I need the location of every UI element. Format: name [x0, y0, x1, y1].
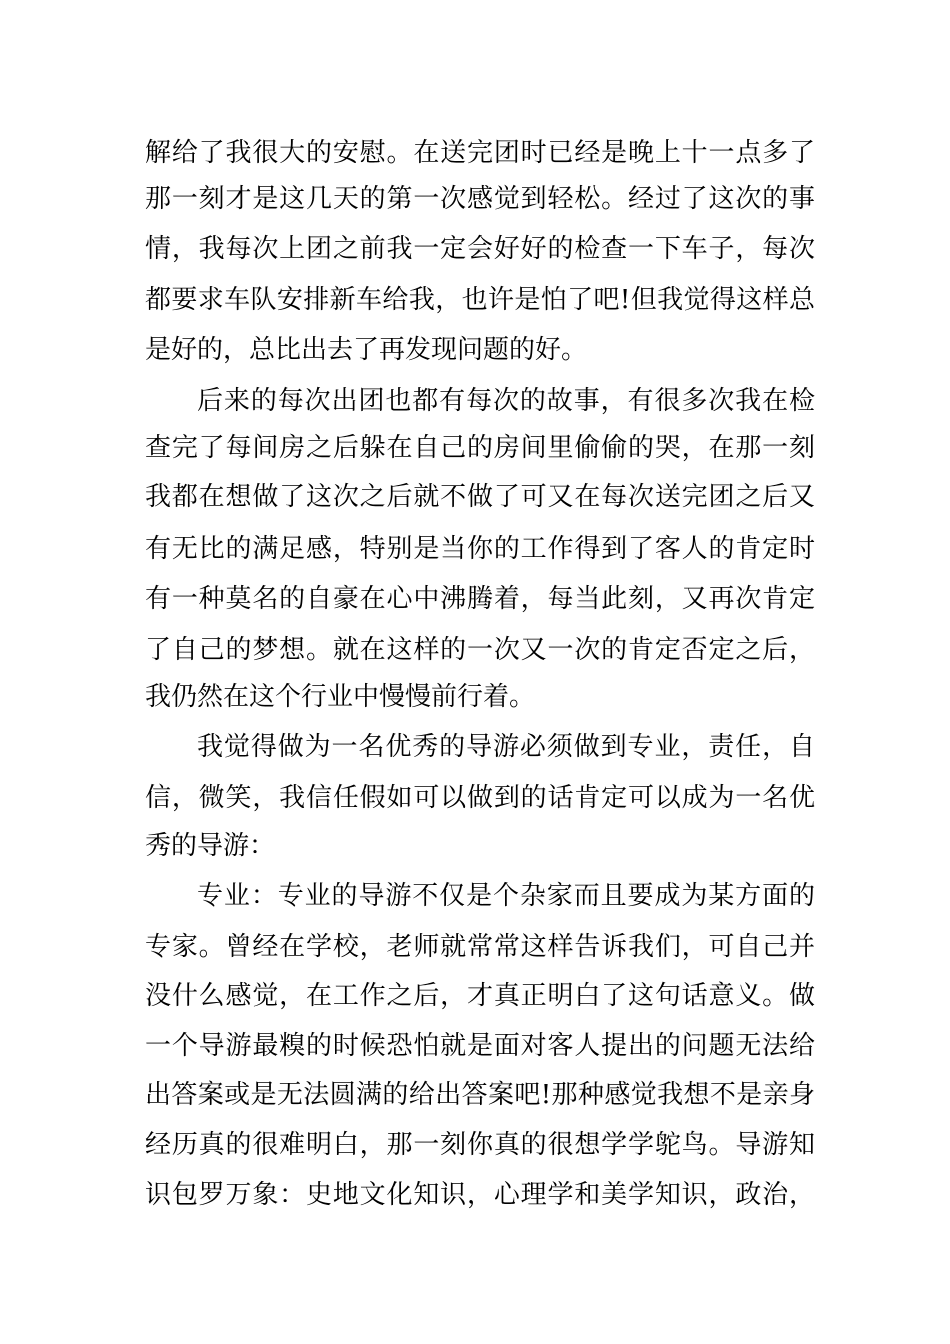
text-line: 是好的，总比出去了再发现问题的好。	[145, 335, 588, 365]
text-line: 信，微笑，我信任假如可以做到的话肯定可以成为一名优	[145, 783, 815, 813]
text-line: 专家。曾经在学校，老师就常常这样告诉我们，可自己并	[145, 932, 815, 962]
text-line: 秀的导游：	[145, 831, 276, 861]
text-line: 情，我每次上团之前我一定会好好的检查一下车子，每次	[145, 234, 815, 264]
paragraph-first-line: 专业：专业的导游不仅是个杂家而且要成为某方面的	[197, 881, 815, 911]
text-line: 有无比的满足感，特别是当你的工作得到了客人的肯定时	[145, 534, 815, 564]
text-line: 查完了每间房之后躲在自己的房间里偷偷的哭，在那一刻	[145, 433, 815, 463]
text-line: 我仍然在这个行业中慢慢前行着。	[145, 682, 536, 712]
text-line: 解给了我很大的安慰。在送完团时已经是晚上十一点多了	[145, 138, 815, 168]
text-line: 有一种莫名的自豪在心中沸腾着，每当此刻，又再次肯定	[145, 584, 815, 614]
text-line: 一个导游最糗的时候恐怕就是面对客人提出的问题无法给	[145, 1031, 815, 1061]
text-line: 都要求车队安排新车给我，也许是怕了吧!但我觉得这样总	[145, 285, 815, 315]
text-line: 出答案或是无法圆满的给出答案吧!那种感觉我想不是亲身	[145, 1080, 815, 1110]
text-line: 那一刻才是这几天的第一次感觉到轻松。经过了这次的事	[145, 184, 815, 214]
text-line: 我都在想做了这次之后就不做了可又在每次送完团之后又	[145, 482, 815, 512]
paragraph-first-line: 我觉得做为一名优秀的导游必须做到专业，责任，自	[197, 732, 815, 762]
paragraph-first-line: 后来的每次出团也都有每次的故事，有很多次我在检	[197, 386, 815, 416]
text-line: 没什么感觉，在工作之后，才真正明白了这句话意义。做	[145, 981, 815, 1011]
text-line: 经历真的很难明白，那一刻你真的很想学学鸵鸟。导游知	[145, 1130, 815, 1160]
text-line: 了自己的梦想。就在这样的一次又一次的肯定否定之后，	[145, 635, 815, 665]
text-line: 识包罗万象：史地文化知识，心理学和美学知识，政治，	[145, 1180, 815, 1210]
